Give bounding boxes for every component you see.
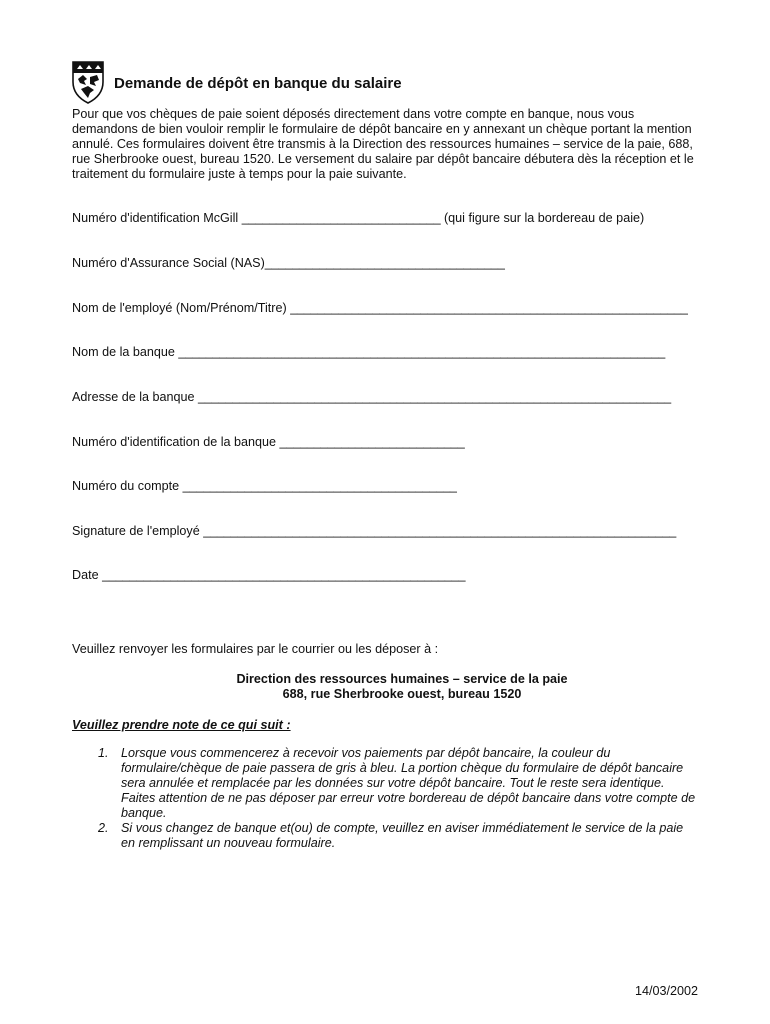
employee-name-field[interactable] (72, 301, 688, 315)
employee-name-line[interactable]: __________________________________________________________ (290, 301, 688, 315)
bank-address-line[interactable]: _____________________________________________________________________ (198, 390, 671, 404)
employee-name-label: Nom de l'employé (Nom/Prénom/Titre) (72, 301, 291, 315)
mcgill-crest-icon (72, 60, 104, 104)
remark-number: 2. (98, 821, 109, 835)
account-number-field[interactable] (72, 479, 457, 493)
bank-name-line[interactable]: _______________________________________________________________________ (178, 345, 666, 359)
mcgill-id-label: Numéro d'identification McGill (72, 211, 242, 225)
date-label: Date (72, 568, 103, 582)
signature-field[interactable] (72, 524, 676, 538)
remark-text: Lorsque vous commencerez à recevoir vos paiements par dépôt bancaire, la couleur du formulaire/chèque de paie passera de gris à bleu. La portion chèque du formulaire de dépôt bancaire sera annulée et remplacée par les données sur votre dépôt bancaire. Tout le reste sera identique. Faites attention de ne pas déposer par erreur votre bordereau de dépôt bancaire dans votre compte de banque. (121, 746, 696, 820)
document-date: 14/03/2002 (634, 984, 698, 998)
mcgill-id-hint: (qui figure sur la bordereau de paie) (440, 211, 645, 225)
remark-number: 1. (98, 746, 109, 760)
bank-id-label: Numéro d'identification de la banque (72, 435, 280, 449)
account-number-label: Numéro du compte (72, 479, 183, 493)
account-number-line[interactable]: ________________________________________ (182, 479, 457, 493)
remark-item (98, 746, 708, 821)
nas-line[interactable]: ___________________________________ (264, 256, 505, 270)
bank-name-field[interactable] (72, 345, 665, 359)
nas-field[interactable] (72, 256, 505, 270)
signature-label: Signature de l'employé (72, 524, 204, 538)
bank-address-field[interactable] (72, 390, 671, 404)
return-instructions: Veuillez renvoyer les formulaires par le courrier ou les déposer à : (72, 642, 439, 656)
date-field[interactable] (72, 568, 465, 582)
address-line-2: 688, rue Sherbrooke ouest, bureau 1520 (282, 687, 522, 701)
bank-id-line[interactable]: ___________________________ (279, 435, 465, 449)
bank-address-label: Adresse de la banque (72, 390, 199, 404)
mcgill-id-line[interactable]: _____________________________ (241, 211, 441, 225)
bank-name-label: Nom de la banque (72, 345, 179, 359)
remark-item (98, 821, 708, 851)
remarks-heading: Veuillez prendre note de ce qui suit : (72, 718, 291, 732)
address-line-1: Direction des ressources humaines – service de la paie (236, 672, 568, 686)
nas-label: Numéro d'Assurance Social (NAS) (72, 256, 265, 270)
remark-text: Si vous changez de banque et(ou) de compte, veuillez en aviser immédiatement le service de la paie en remplissant un nouveau formulaire. (121, 821, 684, 850)
intro-paragraph: Pour que vos chèques de paie soient déposés directement dans votre compte en banque, nous vous demandons de bien vouloir remplir le formulaire de dépôt bancaire en y annexant un chèque portant la mention annulé. Ces formulaires doivent être transmis à la Direction des ressources humaines – service de la paie, 688, rue Sherbrooke ouest, bureau 1520. Le versement du salaire par dépôt bancaire débutera dès la réception et le traitement du formulaire juste à temps pour la paie suivante. (72, 107, 694, 181)
signature-line[interactable]: _____________________________________________________________________ (203, 524, 677, 538)
date-line[interactable]: _____________________________________________________ (102, 568, 466, 582)
mcgill-id-field[interactable] (72, 211, 644, 225)
form-title: Demande de dépôt en banque du salaire (114, 75, 402, 92)
bank-id-field[interactable] (72, 435, 465, 449)
